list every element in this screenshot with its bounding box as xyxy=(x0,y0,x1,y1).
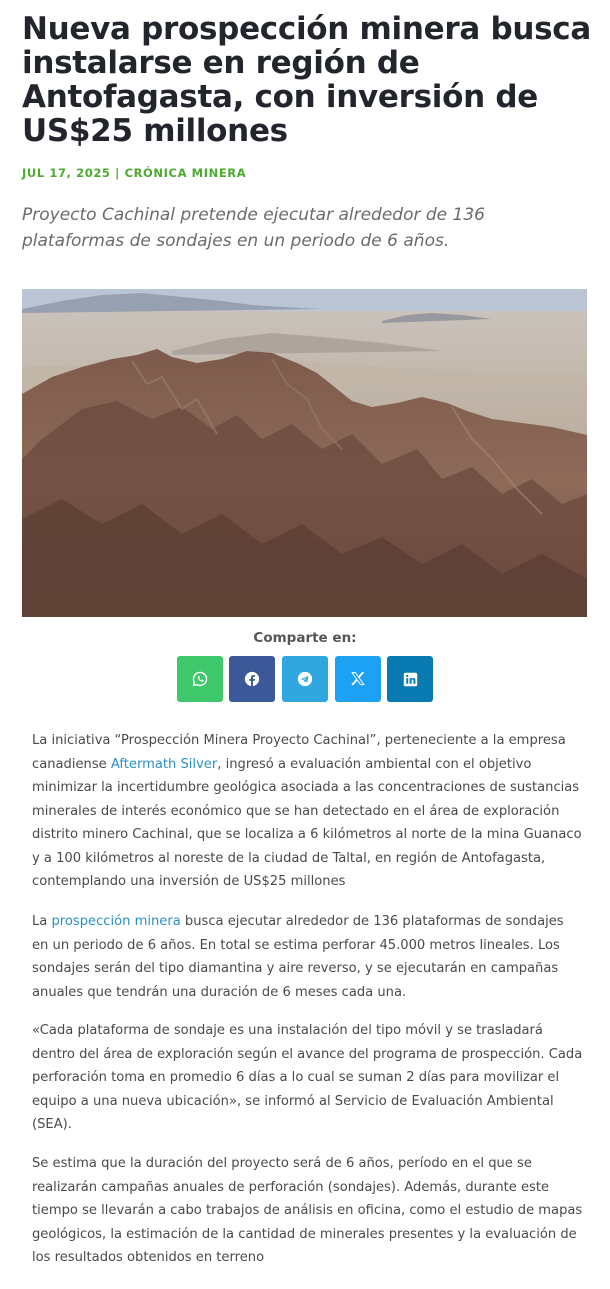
body-paragraph-2-start: La xyxy=(32,914,52,929)
meta-separator: | xyxy=(115,166,120,180)
body-paragraph-1-end: , ingresó a evaluación ambiental con el objetivo minimizar la incertidumbre geológica asociada a las concentraciones de sustancias minerales de interés económico que se han detectado en el área de exploración distrito minero Cachinal, que se localiza a 6 kilómetros al norte de la mina Guanaco y a 100 kilómetros al noreste de la ciudad de Taltal, en región de Antofagasta, contemplando una inversión de US$25 millones xyxy=(32,756,582,889)
prospeccion-minera-link[interactable]: prospección minera xyxy=(51,914,181,929)
share-facebook-button[interactable] xyxy=(229,656,275,702)
telegram-icon xyxy=(296,670,314,688)
share-label: Comparte en: xyxy=(253,630,357,646)
article-date: JUL 17, 2025 xyxy=(22,166,111,180)
aftermath-silver-link[interactable]: Aftermath Silver xyxy=(110,756,218,772)
body-paragraph-4: Se estima que la duración del proyecto será de 6 años, período en el que se realizarán campañas anuales de perforación (sondajes). Además, durante este tiempo se llevarán a cabo trabajos de análisis en oficina, como el estudio de mapas geológicos, la estimación de la cantidad de minerales presentes y la evaluación de los resultados obtenidos en terreno xyxy=(32,1156,583,1265)
share-whatsapp-button[interactable] xyxy=(177,656,223,702)
x-icon xyxy=(349,670,367,688)
article-headline: Nueva prospección minera busca instalarse en región de Antofagasta, con inversión de US$25 millones xyxy=(22,11,591,149)
facebook-icon xyxy=(243,670,261,688)
body-paragraph-1-start: La iniciativa “Prospección Minera Proyecto Cachinal”, perteneciente a la empresa canadiense xyxy=(32,733,566,772)
share-buttons xyxy=(177,656,437,702)
body-paragraph-2 xyxy=(32,910,584,1004)
body-paragraph-3: «Cada plataforma de sondaje es una instalación del tipo móvil y se trasladará dentro del área de exploración según el avance del programa de prospección. Cada perforación toma en promedio 6 días a lo cual se suman 2 días para movilizar el equipo a una nueva ubicación», se informó al Servicio de Evaluación Ambiental (SEA). xyxy=(32,1023,583,1132)
mountain-landscape-illustration xyxy=(22,289,587,617)
whatsapp-icon xyxy=(191,670,209,688)
share-telegram-button[interactable] xyxy=(282,656,328,702)
body-paragraph-2-end: busca ejecutar alrededor de 136 plataformas de sondajes en un periodo de 6 años. En total se estima perforar 45.000 metros lineales. Los sondajes serán del tipo diamantina y aire reverso, y se ejecutarán en campañas anuales que tendrán una duración de 6 meses cada una. xyxy=(32,914,564,1000)
article-category-link[interactable]: CRÓNICA MINERA xyxy=(124,166,247,180)
article-meta xyxy=(22,166,246,180)
article-subtitle: Proyecto Cachinal pretende ejecutar alrededor de 136 plataformas de sondajes en un periodo de 6 años. xyxy=(22,205,485,251)
share-linkedin-button[interactable] xyxy=(387,656,433,702)
share-x-button[interactable] xyxy=(335,656,381,702)
linkedin-icon xyxy=(402,671,419,688)
body-paragraph-1 xyxy=(32,729,584,894)
hero-image xyxy=(22,289,587,617)
